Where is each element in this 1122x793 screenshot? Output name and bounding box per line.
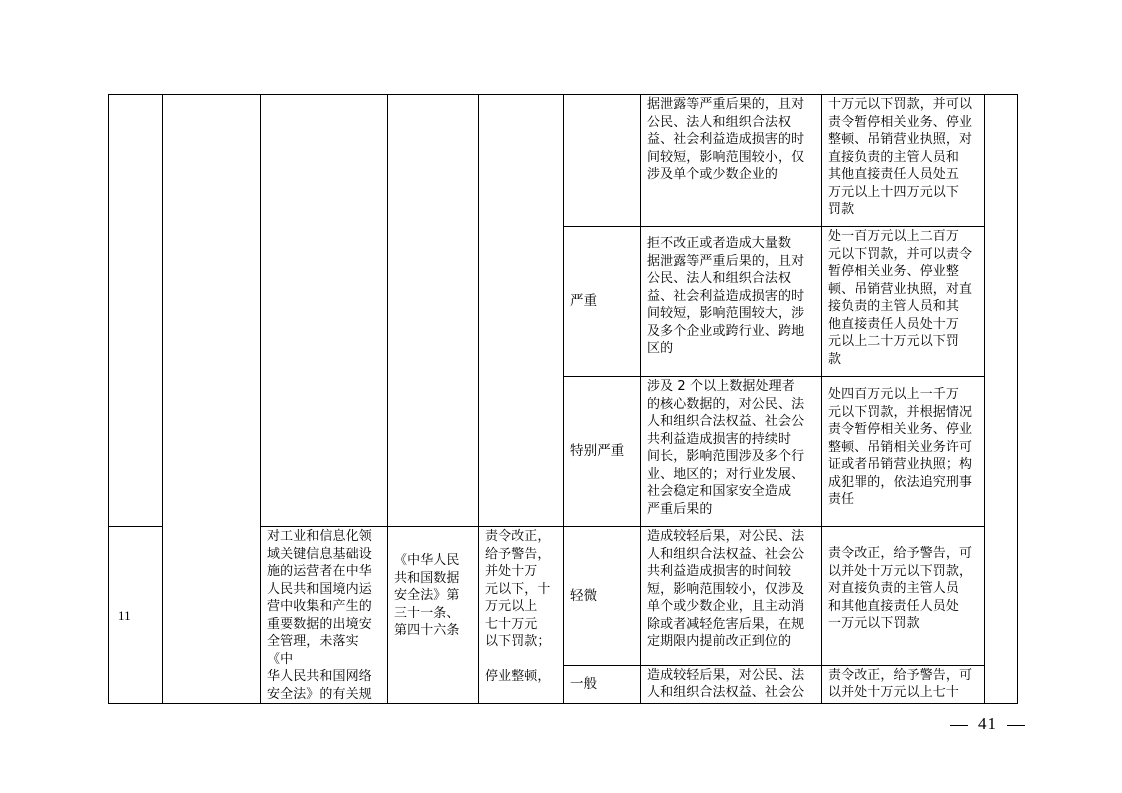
severity-cell bbox=[564, 665, 641, 703]
basis-cell bbox=[388, 527, 479, 704]
penalty-text: 处四百万元以上一千万 元以下罚款，并根据情况 责令暂停相关业务、停业 整顿、吊销相关业务许可 证或者吊销营业执照；构 成犯罪的，依法追究刑事 责任 bbox=[828, 387, 973, 507]
penalty-cell bbox=[822, 377, 985, 527]
penalty-text: 责令改正，给予警告，可 以并处十万元以下罚款， 对直接负责的主管人员 和其他直接责任人员处 一万元以下罚款 bbox=[828, 546, 973, 631]
severity-label: 严重 bbox=[570, 293, 598, 310]
basis-cell bbox=[388, 95, 479, 527]
remarks-cell bbox=[985, 95, 1018, 704]
severity-label: 一般 bbox=[570, 676, 598, 693]
penalty-cell bbox=[822, 95, 985, 227]
item-number: 11 bbox=[118, 607, 131, 623]
punishment-cell bbox=[479, 95, 564, 527]
violation-text: 对工业和信息化领 域关键信息基础设 施的运营者在中华 人民共和国境内运 营中收集和产生的 重要数据的出境安 全管理，未落实《中 华人民共和国网络 安全法》的有关规 bbox=[267, 529, 372, 702]
category-cell bbox=[163, 95, 261, 704]
severity-label: 轻微 bbox=[570, 587, 598, 604]
violation-cell bbox=[261, 95, 388, 527]
circumstance-cell bbox=[641, 527, 822, 666]
penalty-cell bbox=[822, 227, 985, 377]
circumstance-text: 拒不改正或者造成大量数 据泄露等严重后果的，且对 公民、法人和组织合法权 益、社会利益造成损害的时 间较短，影响范围较大，涉 及多个企业或跨行业、跨地 区的 bbox=[647, 236, 805, 356]
basis-text: 《中华人民 共和国数据 安全法》第 三十一条、 第四十六条 bbox=[394, 553, 460, 639]
circumstance-text: 涉及 2 个以上数据处理者 的核心数据的，对公民、法 人和组织合法权益、社会公 共利益造成损害的持续时 间长，影响范围涉及多个行 业、地区的；对行业发展、 社会稳定和国家安全造成 严重后果的 bbox=[647, 379, 805, 517]
severity-cell bbox=[564, 377, 641, 527]
page-number-value: 41 bbox=[978, 714, 997, 733]
penalty-cell bbox=[822, 527, 985, 666]
page-number bbox=[940, 714, 1035, 734]
severity-label: 特别严重 bbox=[570, 443, 625, 460]
violation-cell bbox=[261, 527, 388, 704]
circumstance-text: 造成较轻后果，对公民、法 人和组织合法权益、社会公 共利益造成损害的时间较 短，影响范围较小，仅涉及 单个或少数企业，且主动消 除或者减轻危害后果，在规 定期限内提前改正到位的 bbox=[647, 529, 805, 649]
seq-cell bbox=[109, 95, 163, 527]
circumstance-cell bbox=[641, 377, 822, 527]
circumstance-cell bbox=[641, 665, 822, 703]
dash-right bbox=[1007, 725, 1025, 726]
penalty-text: 处一百万元以上二百万 元以下罚款，并可以责令 暂停相关业务、停业整 顿、吊销营业执照，对直 接负责的主管人员和其 他直接责任人员处十万 元以上二十万元以下罚 款 bbox=[828, 229, 973, 367]
severity-cell bbox=[564, 227, 641, 377]
penalty-standards-table bbox=[108, 94, 1018, 704]
punishment-cell bbox=[479, 527, 564, 704]
severity-cell bbox=[564, 527, 641, 666]
penalty-cell bbox=[822, 665, 985, 703]
circumstance-cell bbox=[641, 227, 822, 377]
item-number-cell bbox=[109, 527, 163, 704]
table-row bbox=[109, 95, 1018, 227]
severity-label bbox=[564, 95, 640, 96]
circumstance-cell bbox=[641, 95, 822, 227]
circumstance-text: 造成较轻后果，对公民、法 人和组织合法权益、社会公 bbox=[647, 667, 805, 701]
circumstance-text: 据泄露等严重后果的，且对 公民、法人和组织合法权 益、社会利益造成损害的时 间较短，影响范围较小，仅 涉及单个或少数企业的 bbox=[647, 97, 805, 182]
dash-left bbox=[950, 725, 968, 726]
severity-cell bbox=[564, 95, 641, 227]
punishment-text: 责令改正， 给予警告， 并处十万 元以下，十 万元以上 七十万元 以下罚款； 停业整顿， bbox=[485, 529, 551, 684]
penalty-text: 十万元以下罚款，并可以 责令暂停相关业务、停业 整顿、吊销营业执照，对 直接负责的主管人员和 其他直接责任人员处五 万元以上十四万元以下 罚款 bbox=[828, 97, 973, 217]
penalty-text: 责令改正，给予警告，可 以并处十万元以上七十 bbox=[828, 667, 973, 701]
